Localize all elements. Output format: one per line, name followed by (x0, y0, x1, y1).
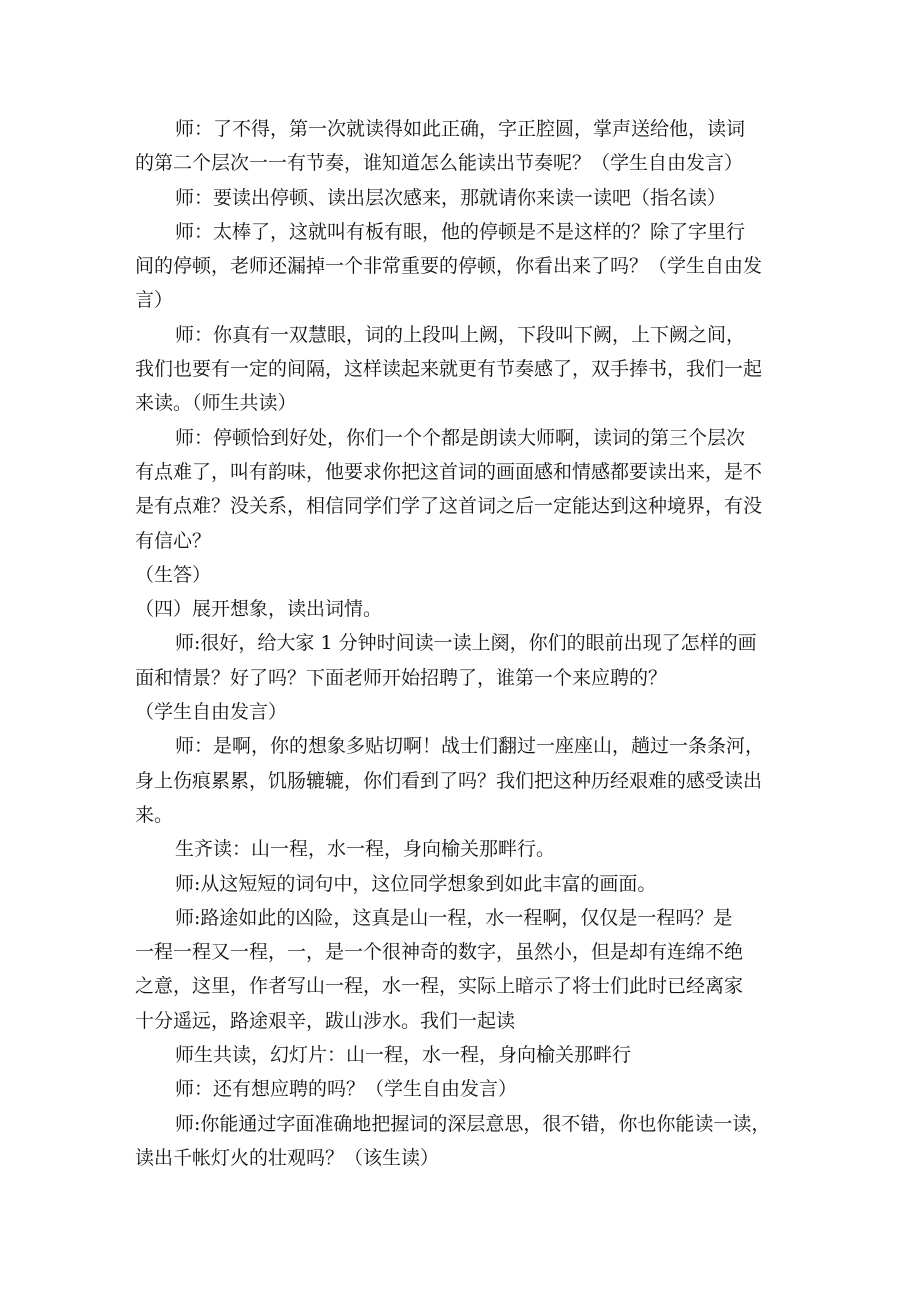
paragraph-6: （生答） (135, 563, 212, 586)
section-heading: （四）展开想象，读出词情。 (135, 598, 383, 621)
paragraph-4 (135, 318, 795, 421)
paragraph-line: 来读。（师生共读） (135, 392, 297, 415)
paragraph-line: 来。 (135, 803, 174, 826)
paragraph-line: 身上伤痕累累，饥肠辘辘，你们看到了吗？我们把这种历经艰难的感受读出 (135, 769, 763, 792)
paragraph-line: 师:路途如此的凶险，这真是山一程，水一程啊，仅仅是一程吗？是 (175, 906, 733, 929)
paragraph-16 (135, 1107, 795, 1176)
paragraph-12: 师:从这短短的词句中，这位同学想象到如此丰富的画面。 (175, 872, 657, 895)
paragraph-11: 生齐读：山一程，水一程，身向榆关那畔行。 (175, 838, 556, 861)
paragraph-3 (135, 215, 795, 318)
paragraph-1 (135, 112, 795, 181)
paragraph-8 (135, 626, 795, 695)
paragraph-5 (135, 421, 795, 558)
paragraph-line: 之意，这里，作者写山一程，水一程，实际上暗示了将士们此时已经离家 (135, 975, 744, 998)
paragraph-line: 读出千帐灯火的壮观吗？（该生读） (135, 1146, 440, 1169)
paragraph-line: 一程一程又一程，一，是一个很神奇的数字，虽然小，但是却有连绵不绝 (135, 941, 744, 964)
paragraph-14: 师生共读，幻灯片：山一程，水一程，身向榆关那畔行 (175, 1044, 632, 1067)
paragraph-10 (135, 729, 795, 832)
paragraph-line: 面和情景？好了吗？下面老师开始招聘了，谁第一个来应聘的？ (135, 666, 668, 689)
paragraph-2: 师：要读出停顿、读出层次感来，那就请你来读一读吧（指名读） (175, 186, 727, 209)
paragraph-line: 师：了不得，第一次就读得如此正确，字正腔圆，掌声送给他，读词 (175, 118, 746, 140)
paragraph-line: 师：太棒了，这就叫有板有眼，他的停顿是不是这样的？除了字里行 (175, 220, 746, 243)
paragraph-line: 师：停顿恰到好处，你们一个个都是朗读大师啊，读词的第三个层次 (175, 426, 746, 449)
paragraph-line: 师：是啊，你的想象多贴切啊！战士们翻过一座座山，趟过一条条河， (175, 735, 765, 758)
paragraph-line: 有点难了，叫有韵味，他要求你把这首词的画面感和情感都要读出来，是不 (135, 460, 763, 483)
paragraph-line: 的第二个层次一一有节奏，谁知道怎么能读出节奏呢？（学生自由发言） (135, 152, 744, 175)
paragraph-line: 间的停顿，老师还漏掉一个非常重要的停顿，你看出来了吗？（学生自由发 (135, 255, 763, 278)
paragraph-13 (135, 901, 795, 1038)
paragraph-line: 有信心？ (135, 529, 212, 552)
paragraph-9: （学生自由发言） (135, 701, 288, 724)
paragraph-line: 师:很好，给大家 1 分钟时间读一读上阕，你们的眼前出现了怎样的画 (175, 632, 757, 655)
paragraph-line: 师：你真有一双慧眼，词的上段叫上阙，下段叫下阙，上下阙之间， (175, 323, 746, 346)
document-body (135, 112, 795, 1175)
paragraph-line: 是有点难？没关系，相信同学们学了这首词之后一定能达到这种境界，有没 (135, 495, 763, 518)
paragraph-line: 言） (135, 289, 174, 312)
paragraph-15: 师：还有想应聘的吗？（学生自由发言） (175, 1078, 518, 1101)
paragraph-line: 十分遥远，路途艰辛，跋山涉水。我们一起读 (135, 1009, 516, 1032)
paragraph-line: 师:你能通过字面准确地把握词的深层意思，很不错，你也你能读一读， (175, 1112, 771, 1135)
paragraph-line: 我们也要有一定的间隔，这样读起来就更有节奏感了，双手捧书，我们一起 (135, 358, 763, 381)
